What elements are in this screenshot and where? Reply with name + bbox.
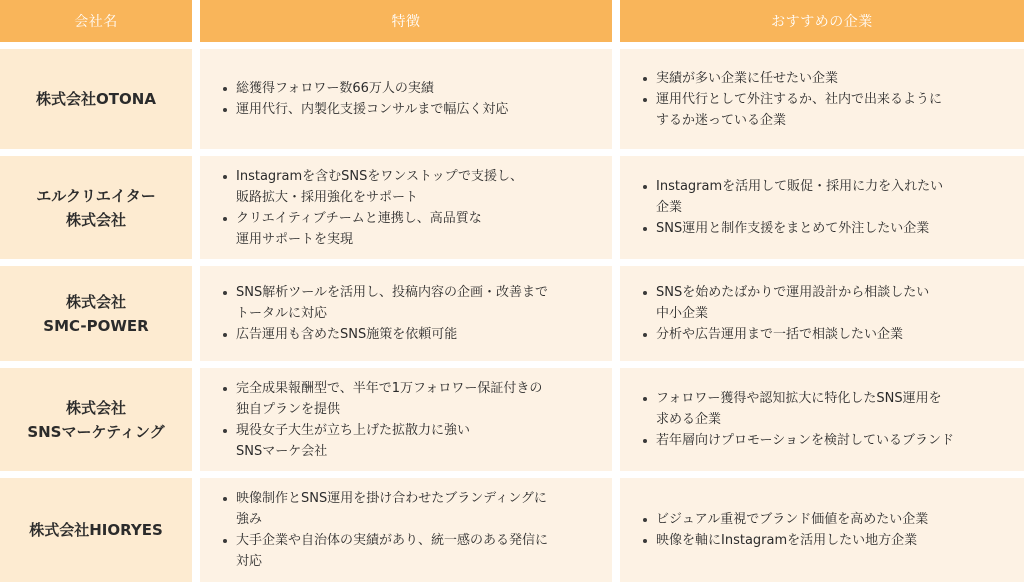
feature-item: 総獲得フォロワー数66万人の実績 (222, 78, 508, 99)
feature-item: 大手企業や自治体の実績があり、統一感のある発信に 対応 (222, 530, 548, 572)
recommended-item: 分析や広告運用まで一括で相談したい企業 (642, 324, 929, 345)
recommended-cell (620, 478, 1024, 582)
features-cell (200, 368, 612, 471)
column-divider (192, 156, 200, 259)
column-divider (192, 478, 200, 582)
feature-item: クリエイティブチームと連携し、高品質な 運用サポートを実現 (222, 208, 523, 250)
company-name: 株式会社 SMC-POWER (0, 266, 192, 361)
recommended-item: SNS運用と制作支援をまとめて外注したい企業 (642, 218, 943, 239)
column-divider (612, 49, 620, 149)
header-company: 会社名 (0, 0, 192, 42)
recommended-item: ビジュアル重視でブランド価値を高めたい企業 (642, 509, 928, 530)
feature-item: 運用代行、内製化支援コンサルまで幅広く対応 (222, 99, 508, 120)
header-features: 特徴 (200, 0, 612, 42)
features-cell (200, 49, 612, 149)
feature-item: 完全成果報酬型で、半年で1万フォロワー保証付きの 独自プランを提供 (222, 378, 542, 420)
company-name: 株式会社 SNSマーケティング (0, 368, 192, 471)
recommended-item: SNSを始めたばかりで運用設計から相談したい 中小企業 (642, 282, 929, 324)
recommended-item: 実績が多い企業に任せたい企業 (642, 68, 942, 89)
features-cell (200, 478, 612, 582)
column-divider (612, 0, 620, 42)
column-divider (192, 266, 200, 361)
feature-item: Instagramを含むSNSをワンストップで支援し、 販路拡大・採用強化をサポート (222, 166, 523, 208)
recommended-cell (620, 156, 1024, 259)
column-divider (612, 368, 620, 471)
feature-item: SNS解析ツールを活用し、投稿内容の企画・改善まで トータルに対応 (222, 282, 548, 324)
feature-item: 映像制作とSNS運用を掛け合わせたブランディングに 強み (222, 488, 548, 530)
recommended-cell (620, 368, 1024, 471)
column-divider (612, 266, 620, 361)
column-divider (192, 368, 200, 471)
column-divider (612, 478, 620, 582)
features-cell (200, 266, 612, 361)
company-name: 株式会社OTONA (0, 49, 192, 149)
recommended-item: 映像を軸にInstagramを活用したい地方企業 (642, 530, 928, 551)
features-cell (200, 156, 612, 259)
recommended-item: Instagramを活用して販促・採用に力を入れたい 企業 (642, 176, 943, 218)
recommended-item: 若年層向けプロモーションを検討しているブランド (642, 430, 954, 451)
company-name: エルクリエイター 株式会社 (0, 156, 192, 259)
column-divider (612, 156, 620, 259)
column-divider (192, 49, 200, 149)
recommended-item: 運用代行として外注するか、社内で出来るように するか迷っている企業 (642, 89, 942, 131)
feature-item: 広告運用も含めたSNS施策を依頼可能 (222, 324, 548, 345)
company-name: 株式会社HIORYES (0, 478, 192, 582)
recommended-cell (620, 266, 1024, 361)
header-recommended: おすすめの企業 (620, 0, 1024, 42)
column-divider (192, 0, 200, 42)
feature-item: 現役女子大生が立ち上げた拡散力に強い SNSマーケ会社 (222, 420, 542, 462)
recommended-cell (620, 49, 1024, 149)
recommended-item: フォロワー獲得や認知拡大に特化したSNS運用を 求める企業 (642, 388, 954, 430)
